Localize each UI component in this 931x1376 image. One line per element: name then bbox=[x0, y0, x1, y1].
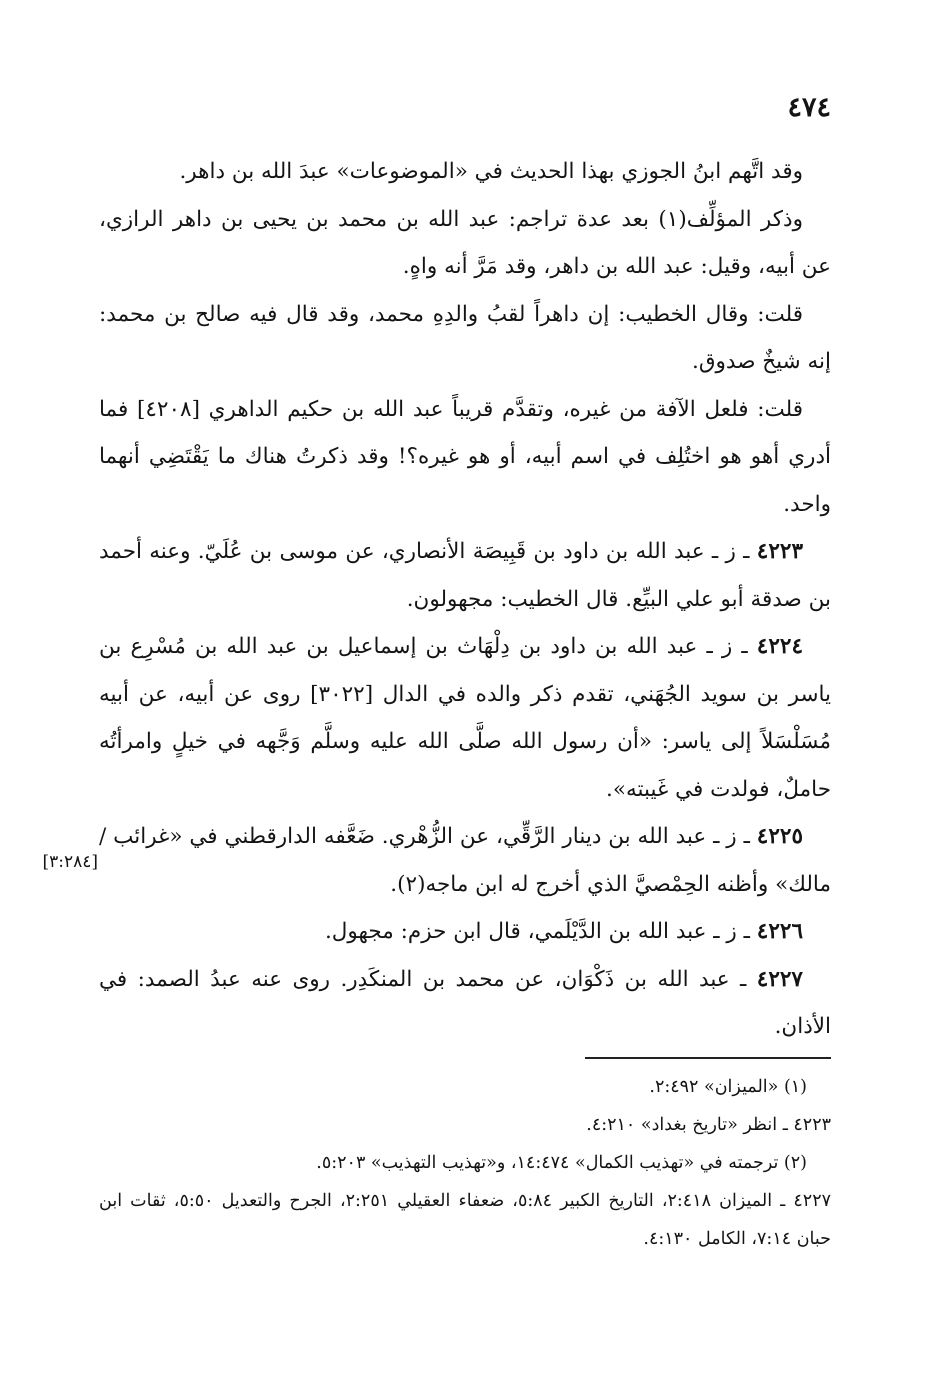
entry bbox=[99, 813, 831, 908]
entry-text: ـ ز ـ عبد الله بن داود بن قَبِيصَة الأنصاري، عن موسى بن عُلَيّ. وعنه أحمد بن صدقة أبو علي البيِّع. قال الخطيب: مجهولون. bbox=[99, 539, 831, 612]
entry bbox=[99, 956, 831, 1051]
entry-text: ـ ز ـ عبد الله بن الدَّيْلَمي، قال ابن حزم: مجهول. bbox=[324, 919, 750, 944]
footnote: ٤٢٢٧ ـ الميزان ٢:٤١٨، التاريخ الكبير ٥:٨٤، ضعفاء العقيلي ٢:٢٥١، الجرح والتعديل ٥:٥٠، ثقات ابن حبان ٧:١٤، الكامل ٤:١٣٠. bbox=[99, 1191, 831, 1249]
entry-text: ـ ز ـ عبد الله بن داود بن دِلْهَاث بن إسماعيل بن عبد الله بن مُسْرِع بن ياسر بن سويد الجُهَني، تقدم ذكر والده في الدال [٣٠٢٢] روى عن أبيه، عن أبيه مُسَلْسَلاً إلى ياسر: «أن رسول الله صلَّى الله عليه وسلَّم وَجَّهه في خيلٍ وامرأتُه حاملٌ، فولدت في غَيبته». bbox=[99, 634, 831, 802]
footnote: ٤٢٢٣ ـ انظر «تاريخ بغداد» ٤:٢١٠. bbox=[586, 1115, 831, 1135]
paragraph: قلت: فلعل الآفة من غيره، وتقدَّم قريباً عبد الله بن حكيم الداهري [٤٢٠٨] فما أدري أهو هو اختُلِف في اسم أبيه، أو هو غيره؟! وقد ذكرتُ هناك ما يَقْتَضِي أنهما واحد. bbox=[99, 396, 831, 517]
entry-number: ٤٢٢٦ bbox=[756, 919, 803, 944]
entry-number: ٤٢٢٣ bbox=[756, 539, 803, 564]
entry-text: ـ ز ـ عبد الله بن دينار الرَّقِّي، عن الزُّهْري. ضَعَّفه الدارقطني في «غرائب / مالك» وأظنه الحِمْصيَّ الذي أخرج له ابن ماجه(٢). bbox=[99, 824, 831, 897]
footnote-divider bbox=[585, 1057, 831, 1059]
entry-text: ـ عبد الله بن ذَكْوَان، عن محمد بن المنكَدِر. روى عنه عبدُ الصمد: في الأذان. bbox=[99, 966, 831, 1039]
entry-number: ٤٢٢٤ bbox=[756, 634, 803, 659]
entry-number: ٤٢٢٧ bbox=[756, 966, 803, 992]
entry bbox=[99, 908, 831, 956]
page-number: ٤٧٤ bbox=[787, 92, 831, 123]
paragraph: قلت: وقال الخطيب: إن داهراً لقبُ والدِهِ محمد، وقد قال فيه صالح بن محمد: إنه شيخٌ صدوق. bbox=[99, 301, 831, 374]
paragraph: وقد اتَّهم ابنُ الجوزي بهذا الحديث في «الموضوعات» عبدَ الله بن داهر. bbox=[179, 159, 803, 184]
paragraph: وذكر المؤلِّف(١) بعد عدة تراجم: عبد الله بن محمد بن يحيى بن داهر الرازي، عن أبيه، وقيل: عبد الله بن داهر، وقد مَرَّ أنه واهٍ. bbox=[99, 206, 831, 279]
margin-reference: [٣:٢٨٤] bbox=[42, 852, 98, 872]
entry bbox=[99, 528, 831, 623]
main-text bbox=[99, 148, 831, 1051]
entry-number: ٤٢٢٥ bbox=[756, 824, 803, 849]
entry bbox=[99, 623, 831, 813]
footnote: (٢) ترجمته في «تهذيب الكمال» ١٤:٤٧٤، و«تهذيب التهذيب» ٥:٢٠٣. bbox=[316, 1153, 807, 1173]
footnotes bbox=[99, 1068, 831, 1258]
footnote: (١) «الميزان» ٢:٤٩٢. bbox=[649, 1077, 807, 1097]
